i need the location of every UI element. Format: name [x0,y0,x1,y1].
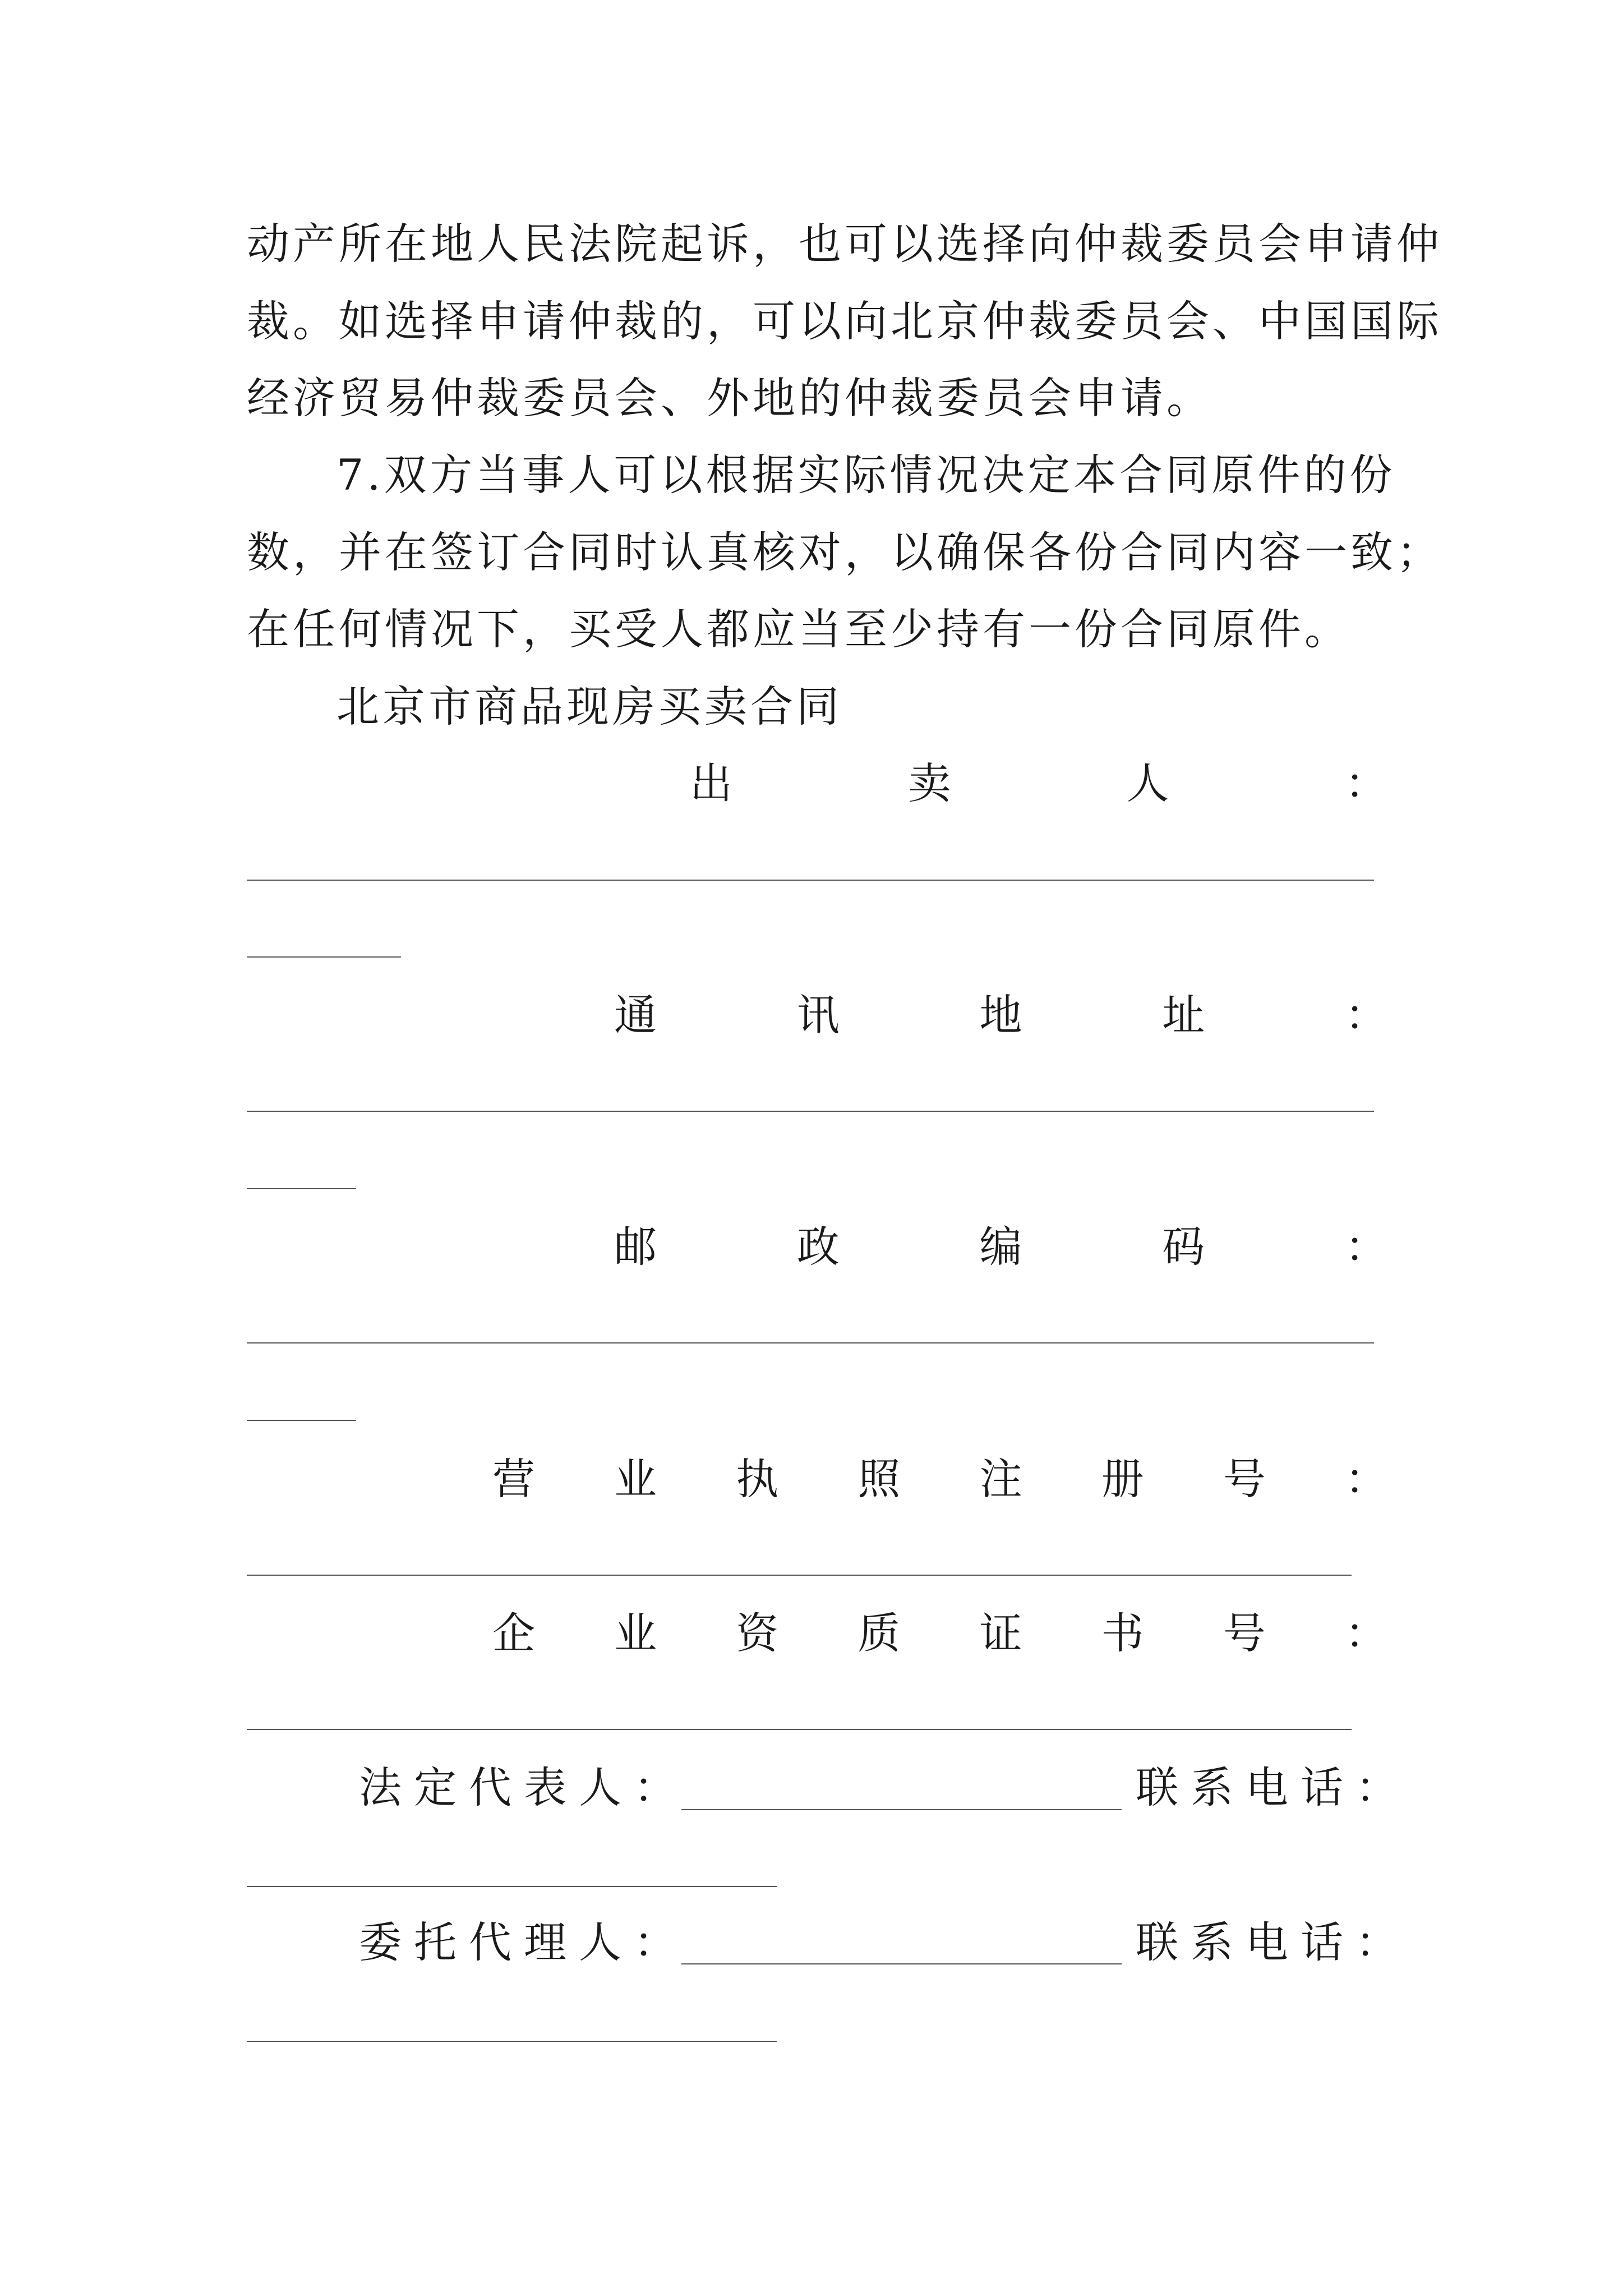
paragraph-line: 裁。如选择申请仲裁的，可以向北京仲裁委员会、中国国际 [247,296,1442,346]
seller-blank[interactable] [247,880,1374,881]
phone-blank-2[interactable] [247,2041,777,2042]
paragraph-line: 经济贸易仲裁委员会、外地的仲裁委员会申请。 [247,373,1212,423]
paragraph-line: 7.双方当事人可以根据实际情况决定本合同原件的份 [336,450,1396,500]
address-blank-cont[interactable] [247,1188,356,1189]
agent-label: 委托代理人： [359,1917,689,1967]
paragraph-line: 动产所在地人民法院起诉，也可以选择向仲裁委员会申请仲 [247,219,1442,269]
seller-blank-cont[interactable] [247,956,401,958]
contract-title: 北京市商品现房买卖合同 [336,682,842,731]
seller-label: 出 卖 人 ： [690,758,1387,808]
paragraph-line: 在任何情况下，买受人都应当至少持有一份合同原件。 [247,604,1350,654]
agent-blank[interactable] [681,1963,1122,1964]
license-blank[interactable] [247,1575,1352,1576]
postcode-label: 邮 政 编 码 ： [614,1222,1387,1272]
legal-rep-blank[interactable] [681,1809,1122,1810]
postcode-blank-cont[interactable] [247,1420,356,1421]
phone-label-1: 联系电话： [1136,1763,1410,1812]
license-label: 营 业 执 照 注 册 号 ： [492,1454,1387,1504]
qualification-blank[interactable] [247,1729,1352,1730]
address-label: 通 讯 地 址 ： [614,990,1387,1040]
phone-label-2: 联系电话： [1136,1917,1410,1967]
paragraph-line: 数，并在签订合同时认真核对，以确保各份合同内容一致； [247,527,1442,577]
legal-rep-label: 法定代表人： [359,1763,689,1812]
qualification-label: 企 业 资 质 证 书 号 ： [492,1608,1387,1658]
postcode-blank[interactable] [247,1342,1374,1343]
phone-blank-1[interactable] [247,1886,777,1887]
address-blank[interactable] [247,1111,1374,1112]
